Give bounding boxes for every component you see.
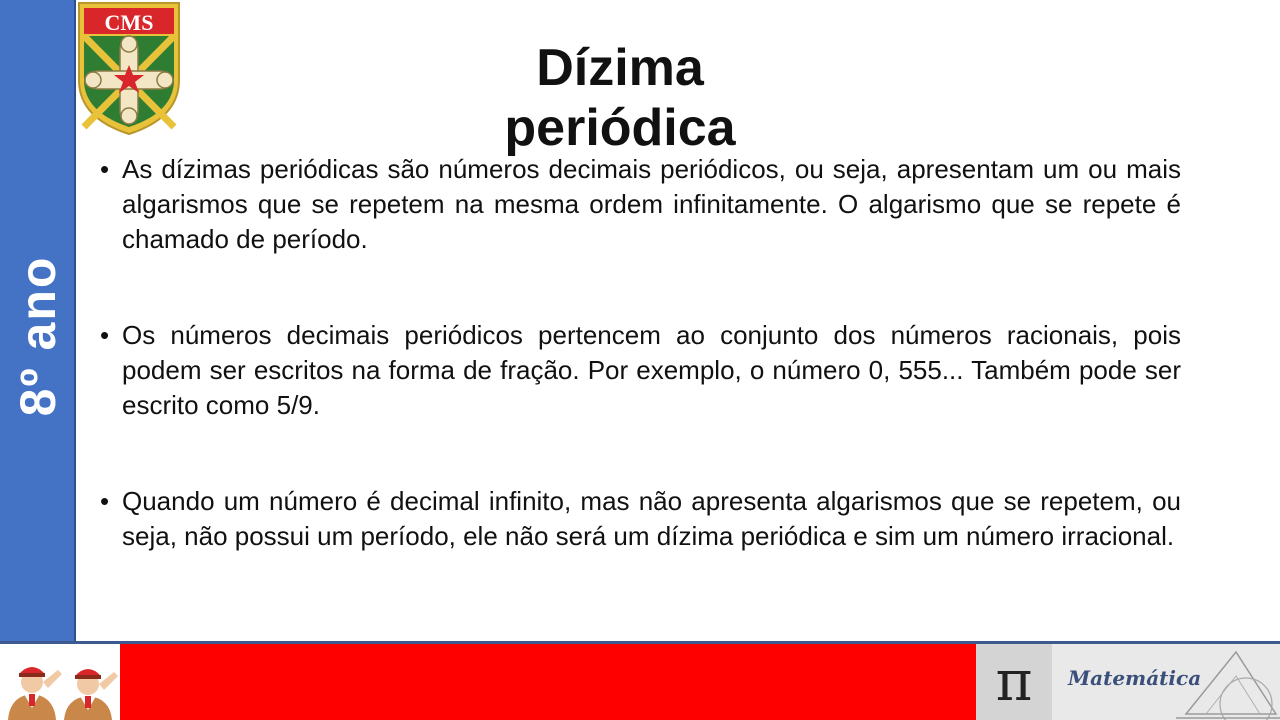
bullet-text: Os números decimais periódicos pertencem ao conjunto dos números racionais, pois podem ser escritos na forma de fração. Por exemplo, o número 0, 555... Também pode ser escrito como 5/9. bbox=[122, 320, 1181, 420]
slide-title: Dízima periódica bbox=[504, 39, 736, 157]
bullet-text: Quando um número é decimal infinito, mas não apresenta algarismos que se repetem, ou seja, não possui um período, ele não será um dízima periódica e sim um número irracional. bbox=[122, 486, 1181, 551]
bullet-marker: • bbox=[100, 154, 110, 184]
bullet-marker: • bbox=[100, 486, 110, 516]
bullet-text: As dízimas periódicas são números decimais periódicos, ou seja, apresentam um ou mais algarismos que se repetem na mesma ordem infinitamente. O algarismo que se repete é chamado de período. bbox=[122, 154, 1181, 254]
pi-symbol: π bbox=[995, 649, 1033, 714]
grade-label: 8º ano bbox=[10, 255, 66, 417]
subject-label: Matemática bbox=[1068, 666, 1202, 690]
saluting-cadets-illustration bbox=[0, 644, 120, 720]
cms-crest-logo bbox=[76, 0, 182, 137]
bullet-item bbox=[98, 152, 1181, 257]
bullet-item bbox=[98, 318, 1181, 423]
bullet-item bbox=[98, 484, 1181, 554]
bullet-list bbox=[98, 152, 1181, 554]
geometry-tools-decoration bbox=[1176, 644, 1280, 720]
grade-side-band bbox=[0, 0, 76, 643]
mathematics-banner bbox=[976, 644, 1280, 720]
logo-text: CMS bbox=[104, 10, 154, 35]
pi-tile bbox=[976, 644, 1052, 720]
bullet-marker: • bbox=[100, 320, 110, 350]
